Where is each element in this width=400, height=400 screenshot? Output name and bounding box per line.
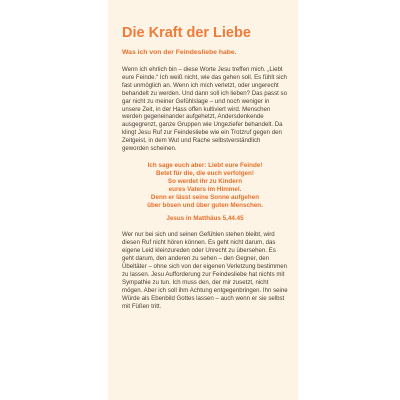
leaflet-page <box>108 0 298 400</box>
page-subtitle: Was ich von der Feindesliebe habe. <box>122 49 237 56</box>
quote-line: eures Vaters im Himmel. <box>168 185 242 193</box>
bible-quote <box>122 162 288 209</box>
quote-line: Betet für die, die euch verfolgen! <box>156 169 254 177</box>
quote-line: über bösen und über guten Menschen. <box>147 201 263 209</box>
quote-line: Ich sage euch aber: Liebt eure Feinde! <box>147 161 263 169</box>
quote-line: Denn er lässt seine Sonne aufgehen <box>150 193 260 201</box>
body-paragraph-1: Wenn ich ehrlich bin – diese Worte Jesu treffen mich. „Liebt eure Feinde.“ Ich weiß nicht, wie das gehen soll. Es fühlt sich fast unmöglich an. Wenn ich mich verletzt, oder ungerecht behandelt zu werden. Und dann soll ich lieben? Das passt so gar nicht zu meiner Gefühlslage – und noch weniger in unsere Zeit, in der Hass offen kultiviert wird. Menschen werden gegeneinander aufgehetzt, Andersdenkende ausgegrenzt, ganze Gruppen wie Ungeziefer behandelt. Da klingt Jesu Ruf zur Feindesliebe wie ein Trotzruf gegen den Zeitgeist, in dem Wut und Rache selbstverständlich geworden scheinen. <box>122 66 287 153</box>
body-paragraph-2: Wer nur bei sich und seinen Gefühlen stehen bleibt, wird diesen Ruf nicht hören können. Es geht nicht darum, das eigene Leid kleinzureden oder Unrecht zu übersehen. Es geht darum, den anderen zu sehen – den Gegner, den Übeltäter – ohne sich von der eigenen Verletzung bestimmen zu lassen. Jesu Aufforderung zur Feindesliebe hat nichts mit Sympathie zu tun. Ich muss den, der mir zusetzt, nicht mögen. Aber ich soll ihm Achtung entgegenbringen. Ihn seine Würde als Ebenbild Gottes lassen – auch wenn er sie selbst mit Füßen tritt. <box>122 231 288 310</box>
quote-line: So werdet ihr zu Kindern <box>167 177 243 185</box>
page-title: Die Kraft der Liebe <box>122 25 251 41</box>
quote-source: Jesus in Matthäus 5,44.45 <box>166 215 244 223</box>
